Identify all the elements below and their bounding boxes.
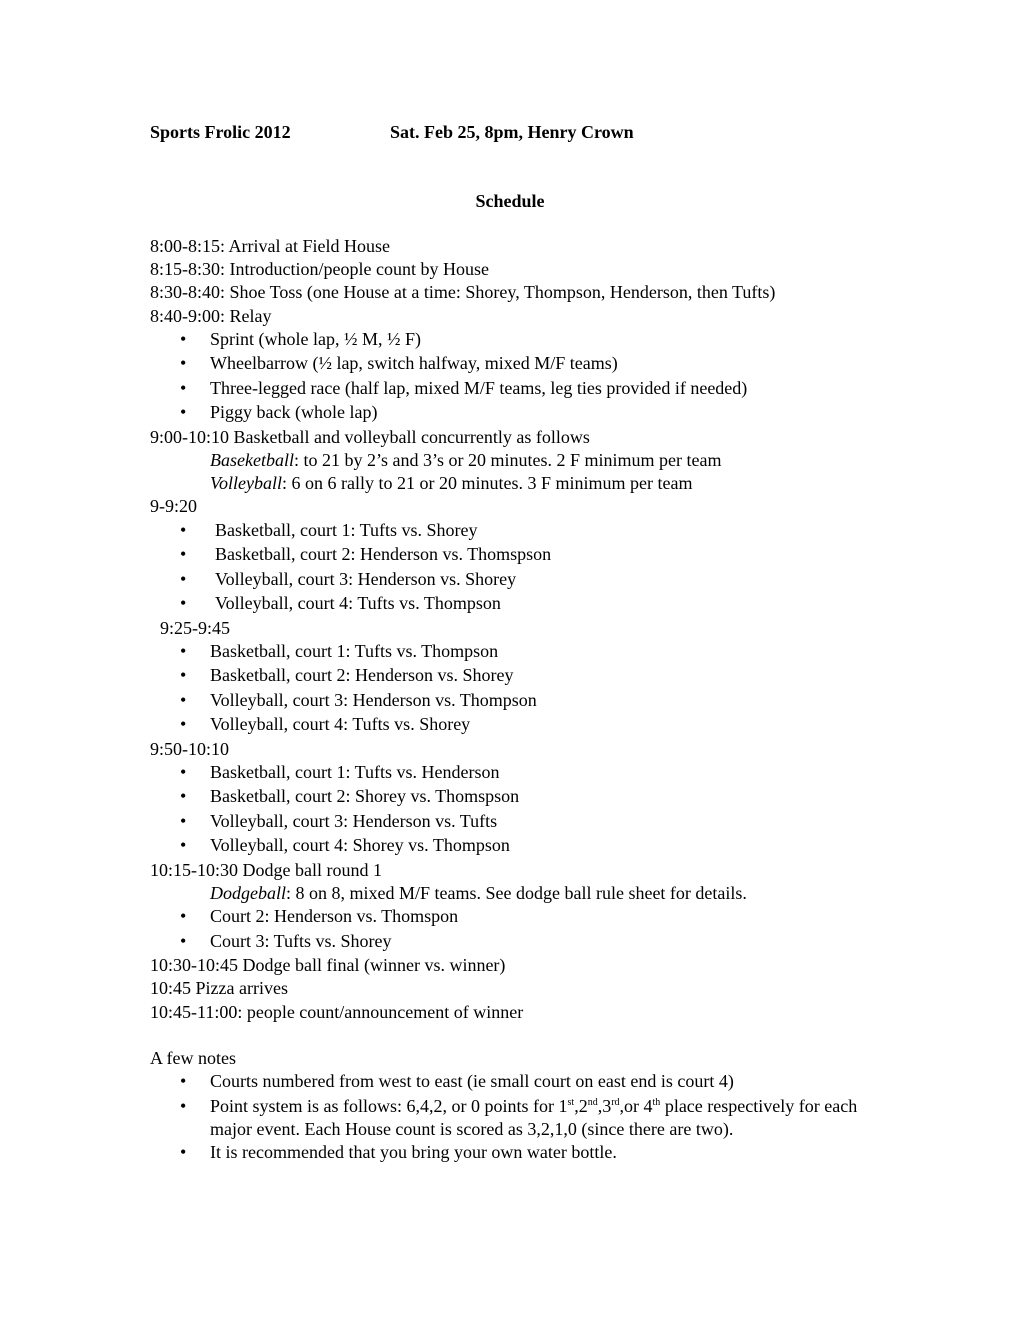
- ordinal-suffix: th: [652, 1096, 661, 1108]
- note-text: place respectively for each major event. Each House count is scored as 3,2,1,0 (since there are two).: [210, 1095, 858, 1139]
- list-item: • Basketball, court 2: Henderson vs. Thomspson: [150, 543, 880, 568]
- event-info: Sat. Feb 25, 8pm, Henry Crown: [390, 122, 634, 142]
- rule-label: Volleyball: [210, 473, 282, 494]
- list-item: • Basketball, court 1: Tufts vs. Thompson: [150, 640, 880, 665]
- schedule-line: 8:30-8:40: Shoe Toss (one House at a time: Shorey, Thompson, Henderson, then Tufts): [150, 282, 776, 303]
- list-item: • Basketball, court 2: Shorey vs. Thomspson: [150, 785, 880, 810]
- volleyball-rule: [150, 472, 880, 495]
- spacer: [150, 1024, 880, 1047]
- round-time: 9:50-10:10: [150, 738, 229, 759]
- schedule-line: 10:45 Pizza arrives: [150, 978, 288, 999]
- list-item: • Court 2: Henderson vs. Thomspon: [150, 905, 880, 930]
- list-item: • Sprint (whole lap, ½ M, ½ F): [150, 328, 880, 353]
- list-item: • Volleyball, court 4: Tufts vs. Thompson: [150, 592, 880, 617]
- note-item: • Courts numbered from west to east (ie small court on east end is court 4): [150, 1070, 880, 1095]
- schedule-body: [150, 235, 880, 1165]
- list-item: • Three-legged race (half lap, mixed M/F teams, leg ties provided if needed): [150, 377, 880, 402]
- list-item: • Court 3: Tufts vs. Shorey: [150, 930, 880, 955]
- list-item: • Volleyball, court 4: Tufts vs. Shorey: [150, 713, 880, 738]
- basketball-rule: [150, 449, 880, 472]
- schedule-line: 10:45-11:00: people count/announcement of winner: [150, 1001, 524, 1022]
- list-item: • Basketball, court 1: Tufts vs. Henderson: [150, 761, 880, 786]
- list-item: • Volleyball, court 3: Henderson vs. Shorey: [150, 568, 880, 593]
- dodgeball-rule: [150, 882, 880, 905]
- note-item: • It is recommended that you bring your own water bottle.: [150, 1141, 880, 1166]
- schedule-line: 8:00-8:15: Arrival at Field House: [150, 236, 390, 256]
- schedule-heading: Schedule: [475, 191, 545, 211]
- note-text: ,3: [597, 1095, 612, 1116]
- list-item: • Wheelbarrow (½ lap, switch halfway, mixed M/F teams): [150, 352, 880, 377]
- rule-label: Baseketball: [210, 449, 294, 470]
- rule-text: : to 21 by 2’s and 3’s or 20 minutes. 2 F minimum per team: [293, 449, 722, 470]
- list-item: • Basketball, court 1: Tufts vs. Shorey: [150, 519, 880, 544]
- schedule-line: 8:40-9:00: Relay: [150, 305, 272, 326]
- rule-label: Dodgeball: [210, 883, 286, 904]
- ordinal-suffix: rd: [611, 1096, 620, 1108]
- rule-text: : 6 on 6 rally to 21 or 20 minutes. 3 F minimum per team: [281, 473, 693, 494]
- list-item: • Piggy back (whole lap): [150, 401, 880, 426]
- note-item: [150, 1095, 880, 1141]
- rule-text: : 8 on 8, mixed M/F teams. See dodge ball rule sheet for details.: [286, 883, 747, 904]
- schedule-line: 10:15-10:30 Dodge ball round 1: [150, 859, 382, 880]
- title-row: [150, 122, 634, 143]
- schedule-line: 10:30-10:45 Dodge ball final (winner vs. winner): [150, 955, 506, 976]
- ordinal-suffix: st: [567, 1096, 575, 1108]
- round-time: 9-9:20: [150, 496, 197, 517]
- note-text: Point system is as follows: 6,4,2, or 0 points for 1: [210, 1095, 568, 1116]
- round-time: 9:25-9:45: [160, 617, 230, 638]
- list-item: • Volleyball, court 3: Henderson vs. Tufts: [150, 810, 880, 835]
- note-text: ,2: [574, 1095, 588, 1116]
- notes-heading: A few notes: [150, 1047, 236, 1068]
- list-item: • Basketball, court 2: Henderson vs. Shorey: [150, 664, 880, 689]
- list-item: • Volleyball, court 3: Henderson vs. Thompson: [150, 689, 880, 714]
- list-item: • Volleyball, court 4: Shorey vs. Thompson: [150, 834, 880, 859]
- ordinal-suffix: nd: [587, 1096, 598, 1108]
- note-text: ,or 4: [619, 1095, 653, 1116]
- schedule-line: 8:15-8:30: Introduction/people count by House: [150, 259, 489, 280]
- document-title: Sports Frolic 2012: [150, 122, 291, 142]
- schedule-line: 9:00-10:10 Basketball and volleyball concurrently as follows: [150, 426, 590, 447]
